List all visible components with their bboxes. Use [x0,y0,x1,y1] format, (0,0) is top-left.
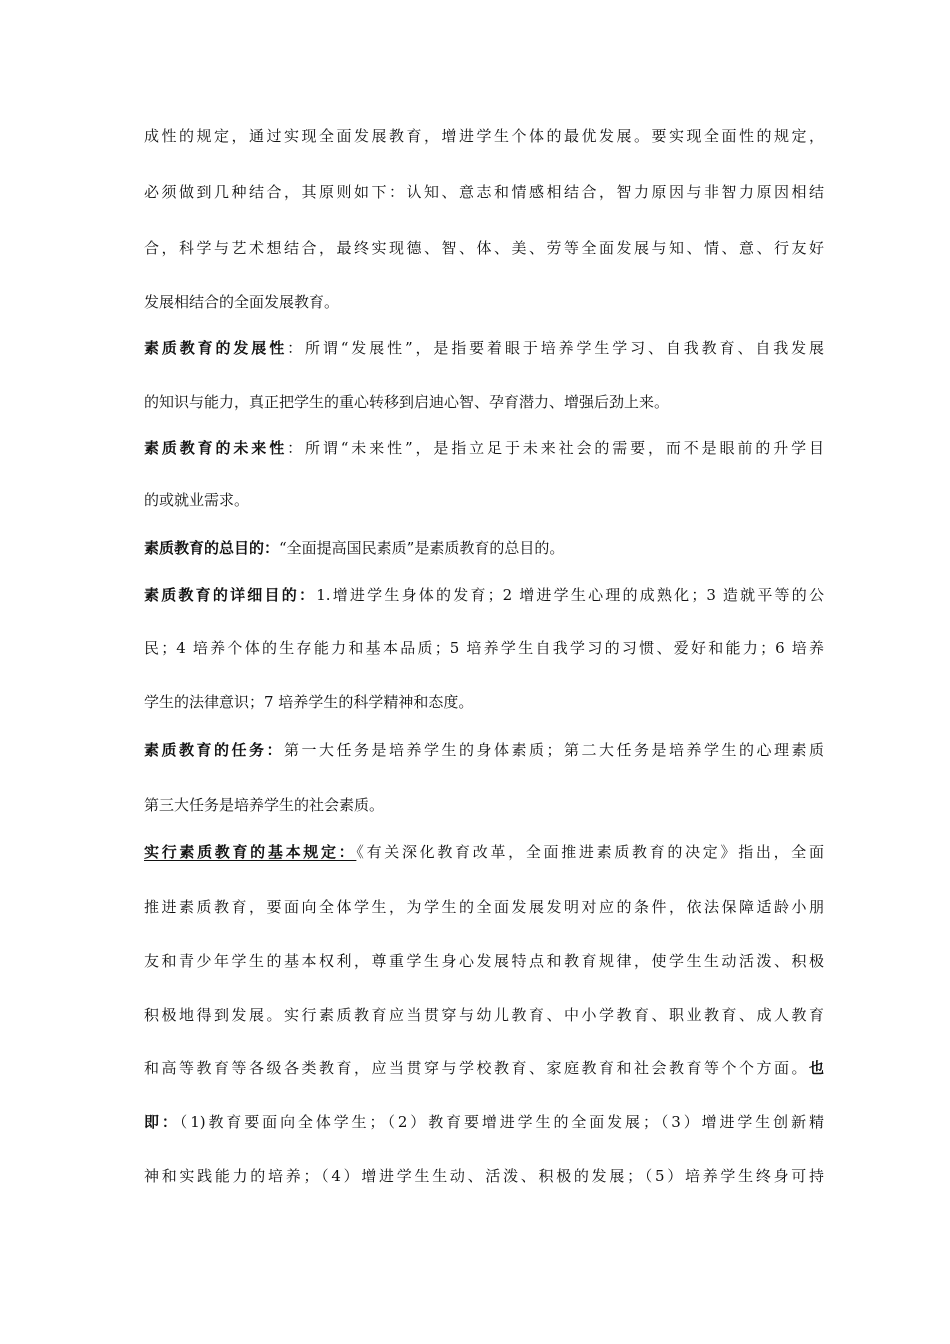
body-text: 第一大任务是培养学生的身体素质；第二大任务是培养学生的心理素质 [284,741,824,759]
paragraph-line [144,638,824,658]
paragraph-line [144,392,824,412]
paragraph-line [144,1005,824,1025]
paragraph-line [144,1166,824,1186]
body-text: 的知识与能力，真正把学生的重心转移到启迪心智、孕育潜力、增强后劲上来。 [144,393,670,411]
body-text: 神和实践能力的培养；（4）增进学生生动、活泼、积极的发展；（5）培养学生终身可持 [144,1167,824,1185]
section-heading: 素质教育的总目的： [144,539,280,557]
paragraph-line [144,951,824,971]
body-text: ：所谓“未来性”，是指立足于未来社会的需要，而不是眼前的升学目 [287,439,824,457]
emphasis-text: 也 [808,1059,824,1077]
body-text: 合，科学与艺术想结合，最终实现德、智、体、美、劳等全面发展与知、情、意、行友好 [144,239,824,257]
paragraph-line [144,842,824,862]
body-text: 成性的规定，通过实现全面发展教育，增进学生个体的最优发展。要实现全面性的规定， [144,127,824,145]
section-heading: 实行素质教育的基本规定： [144,843,357,861]
body-text: 和高等教育等各级各类教育，应当贯穿与学校教育、家庭教育和社会教育等个个方面。 [144,1059,809,1077]
paragraph-line [144,1112,824,1132]
body-text: 推进素质教育，要面向全体学生，为学生的全面发展发明对应的条件，依法保障适龄小朋 [144,898,824,916]
section-heading: 素质教育的发展性 [144,339,288,357]
body-text: 第三大任务是培养学生的社会素质。 [144,796,385,814]
body-text: ：所谓“发展性”，是指要着眼于培养学生学习、自我教育、自我发展 [287,339,824,357]
paragraph-line [144,182,824,202]
section-heading: 素质教育的未来性 [144,439,288,457]
paragraph-line [144,490,824,510]
section-heading: 素质教育的任务： [144,741,284,759]
body-text: （1)教育要面向全体学生；（2）教育要增进学生的全面发展；（3）增进学生创新精 [179,1113,824,1131]
paragraph-line [144,338,824,358]
body-text: 的或就业需求。 [144,491,250,509]
body-text: 民；4 培养个体的生存能力和基本品质；5 培养学生自我学习的习惯、爱好和能力；6 培养 [144,639,824,657]
paragraph-line [144,292,824,312]
body-text: 《有关深化教育改革，全面推进素质教育的决定》指出，全面 [356,843,824,861]
body-text: 学生的法律意识；7 培养学生的科学精神和态度。 [144,693,474,711]
body-text: “全面提高国民素质”是素质教育的总目的。 [279,539,565,557]
paragraph-line [144,238,824,258]
paragraph-line [144,438,824,458]
paragraph-line [144,538,824,558]
paragraph-line [144,897,824,917]
body-text: 友和青少年学生的基本权利，尊重学生身心发展特点和教育规律，使学生生动活泼、积极 [144,952,824,970]
paragraph-line [144,126,824,146]
paragraph-line [144,585,824,605]
section-heading: 素质教育的详细目的： [144,586,317,604]
body-text: 发展相结合的全面发展教育。 [144,293,340,311]
paragraph-line [144,740,824,760]
paragraph-line [144,692,824,712]
paragraph-line [144,795,824,815]
emphasis-text: 即： [144,1113,180,1131]
body-text: 必须做到几种结合，其原则如下：认知、意志和情感相结合，智力原因与非智力原因相结 [144,183,824,201]
paragraph-line [144,1058,824,1078]
body-text: 1.增进学生身体的发育；2 增进学生心理的成熟化；3 造就平等的公 [316,586,824,604]
body-text: 积极地得到发展。实行素质教育应当贯穿与幼儿教育、中小学教育、职业教育、成人教育 [144,1006,824,1024]
